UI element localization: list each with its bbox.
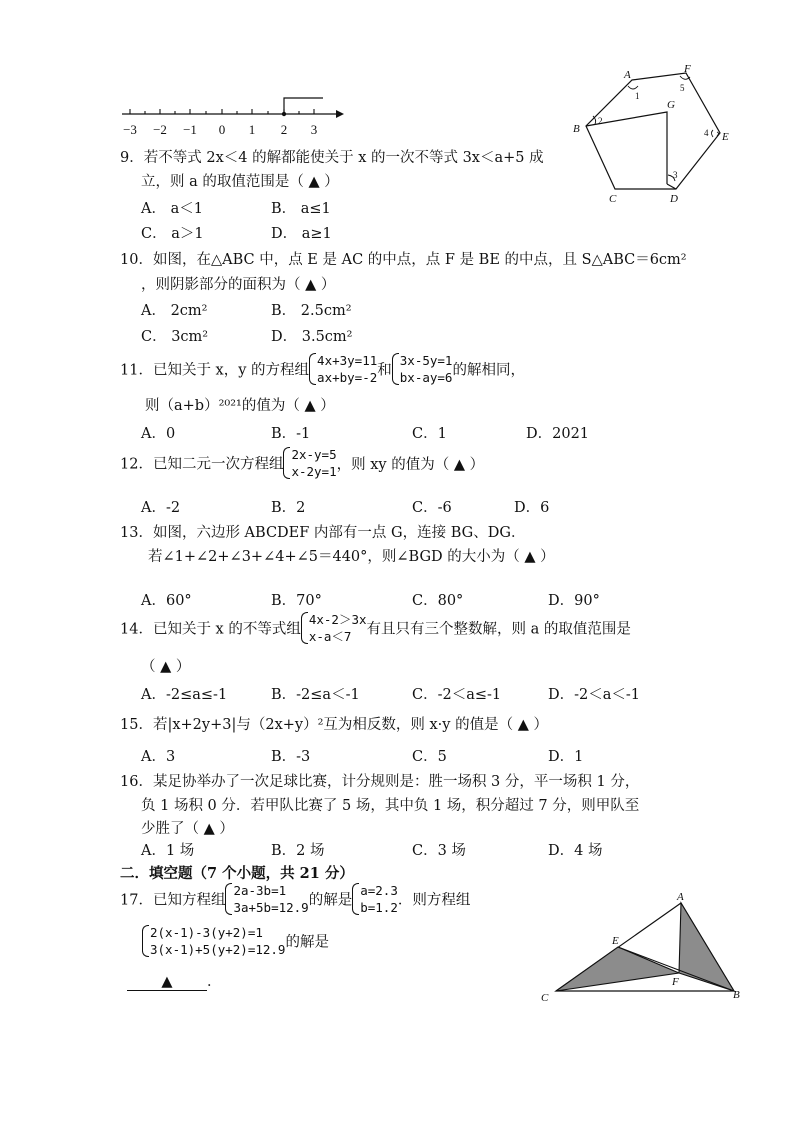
q15-option-d: D．1	[548, 749, 584, 765]
q17-line1: 17．已知方程组 2a-3b=1 3a+5b=12.9 的解是 a=2.3 b=1.2 ．则方程组	[120, 883, 471, 915]
q9-line1: 9．若不等式 2x＜4 的解都能使关于 x 的一次不等式 3x＜a+5 成	[120, 150, 544, 166]
q11-system-1: 4x+3y=11 ax+by=-2	[309, 352, 377, 386]
tick-label: −1	[183, 122, 197, 137]
q16-line3: 少胜了（ ▲ ）	[141, 820, 234, 837]
q10-option-c: C． 3cm²	[141, 329, 209, 345]
q11-option-d: D．2021	[526, 426, 590, 442]
q10-option-b: B． 2.5cm²	[271, 303, 352, 319]
q16-line1: 16．某足协举办了一次足球比赛，计分规则是：胜一场积 3 分，平一场积 1 分，	[120, 774, 640, 790]
q17-system-3: 2(x-1)-3(y+2)=1 3(x-1)+5(y+2)=12.9	[142, 924, 285, 958]
q12-option-c: C．-6	[412, 500, 452, 516]
section-title: 二．填空题（7 个小题，共 21 分）	[120, 865, 354, 882]
svg-text:G: G	[667, 99, 675, 111]
q11-option-b: B．-1	[271, 426, 311, 442]
q11-system-2: 3x-5y=1 bx-ay=6	[392, 352, 453, 386]
q15-line1: 15．若|x+2y+3|与（2x+y）²互为相反数，则 x·y 的值是（ ▲ ）	[120, 716, 548, 733]
q13-option-c: C．80°	[412, 593, 464, 609]
q10-option-a: A． 2cm²	[141, 303, 208, 319]
q17-line2: 2(x-1)-3(y+2)=1 3(x-1)+5(y+2)=12.9 的解是	[142, 924, 329, 958]
q11-line1: 11．已知关于 x，y 的方程组 4x+3y=11 ax+by=-2 和 3x-5y=1 bx-ay=6 的解相同，	[120, 353, 525, 385]
q14-option-d: D．-2＜a＜-1	[548, 687, 641, 703]
q12-option-b: B．2	[271, 500, 306, 516]
q16-option-b: B．2 场	[271, 843, 325, 859]
q13-line1: 13．如图，六边形 ABCDEF 内部有一点 G，连接 BG、DG．	[120, 525, 526, 541]
svg-text:E: E	[612, 935, 619, 947]
q13-option-a: A．60°	[141, 593, 192, 609]
tick-label: 1	[248, 122, 256, 137]
tick-label: 3	[310, 122, 318, 137]
number-line-figure	[118, 94, 348, 142]
tick-label: 2	[280, 122, 288, 137]
triangle-figure	[535, 890, 745, 1008]
svg-text:4: 4	[704, 128, 709, 138]
q12-option-a: A．-2	[141, 500, 181, 516]
q16-option-d: D．4 场	[548, 843, 603, 859]
q9-option-b: B． a≤1	[271, 201, 331, 217]
q14-option-c: C．-2＜a≤-1	[412, 687, 502, 703]
tick-label: −2	[153, 122, 167, 137]
svg-text:F: F	[672, 976, 679, 988]
q9-option-a: A． a＜1	[141, 201, 203, 217]
tick-label: −3	[123, 122, 137, 137]
q17-system-2: a=2.3 b=1.2	[352, 882, 398, 916]
svg-text:3: 3	[673, 170, 678, 180]
svg-text:5: 5	[680, 83, 685, 93]
q10-line2: ，则阴影部分的面积为（ ▲ ）	[141, 276, 336, 293]
q16-option-c: C．3 场	[412, 843, 466, 859]
q14-system: 4x-2＞3x x-a＜7	[301, 611, 367, 645]
q12-system: 2x-y=5 x-2y=1	[283, 446, 336, 480]
svg-text:B: B	[733, 989, 740, 1001]
svg-text:1: 1	[635, 91, 640, 101]
q13-option-b: B．70°	[271, 593, 322, 609]
q9-option-c: C． a＞1	[141, 226, 204, 242]
q15-option-c: C．5	[412, 749, 447, 765]
q10-line1: 10．如图，在△ABC 中，点 E 是 AC 的中点，点 F 是 BE 的中点，且 S△ABC＝6cm²	[120, 252, 687, 268]
q17-system-1: 2a-3b=1 3a+5b=12.9	[225, 882, 308, 916]
hexagon-figure	[570, 62, 740, 210]
q12-option-d: D．6	[514, 500, 550, 516]
q14-option-b: B．-2≤a＜-1	[271, 687, 360, 703]
svg-text:A: A	[677, 891, 684, 903]
q11-option-c: C．1	[412, 426, 447, 442]
svg-text:D: D	[670, 193, 678, 205]
svg-text:F: F	[684, 63, 691, 75]
svg-text:C: C	[541, 992, 549, 1004]
svg-text:E: E	[722, 131, 729, 143]
q9-option-d: D． a≥1	[271, 226, 332, 242]
q9-line2: 立，则 a 的取值范围是（ ▲ ）	[141, 173, 339, 190]
svg-text:A: A	[624, 69, 631, 81]
q10-option-d: D． 3.5cm²	[271, 329, 353, 345]
q15-option-b: B．-3	[271, 749, 311, 765]
q13-option-d: D．90°	[548, 593, 600, 609]
tick-label: 0	[218, 122, 226, 137]
q14-line1: 14．已知关于 x 的不等式组 4x-2＞3x x-a＜7 有且只有三个整数解，则 a 的取值范围是	[120, 612, 631, 644]
q16-line2: 负 1 场积 0 分．若甲队比赛了 5 场，其中负 1 场，积分超过 7 分，则甲队至	[141, 798, 640, 814]
q15-option-a: A．3	[141, 749, 176, 765]
q16-option-a: A．1 场	[141, 843, 195, 859]
svg-text:2: 2	[598, 116, 603, 126]
q13-line2: 若∠1+∠2+∠3+∠4+∠5＝440°，则∠BGD 的大小为（ ▲ ）	[148, 548, 555, 565]
q11-line2: 则（a+b）²⁰²¹的值为（ ▲ ）	[145, 397, 335, 414]
q14-line2: （ ▲ ）	[141, 658, 191, 675]
q14-option-a: A．-2≤a≤-1	[141, 687, 228, 703]
q12-line1: 12．已知二元一次方程组 2x-y=5 x-2y=1 ，则 xy 的值为（ ▲ ）	[120, 447, 485, 479]
svg-text:B: B	[573, 123, 580, 135]
q17-answer-blank: ▲ ．	[127, 970, 222, 991]
svg-text:C: C	[609, 193, 617, 205]
q11-option-a: A．0	[141, 426, 176, 442]
